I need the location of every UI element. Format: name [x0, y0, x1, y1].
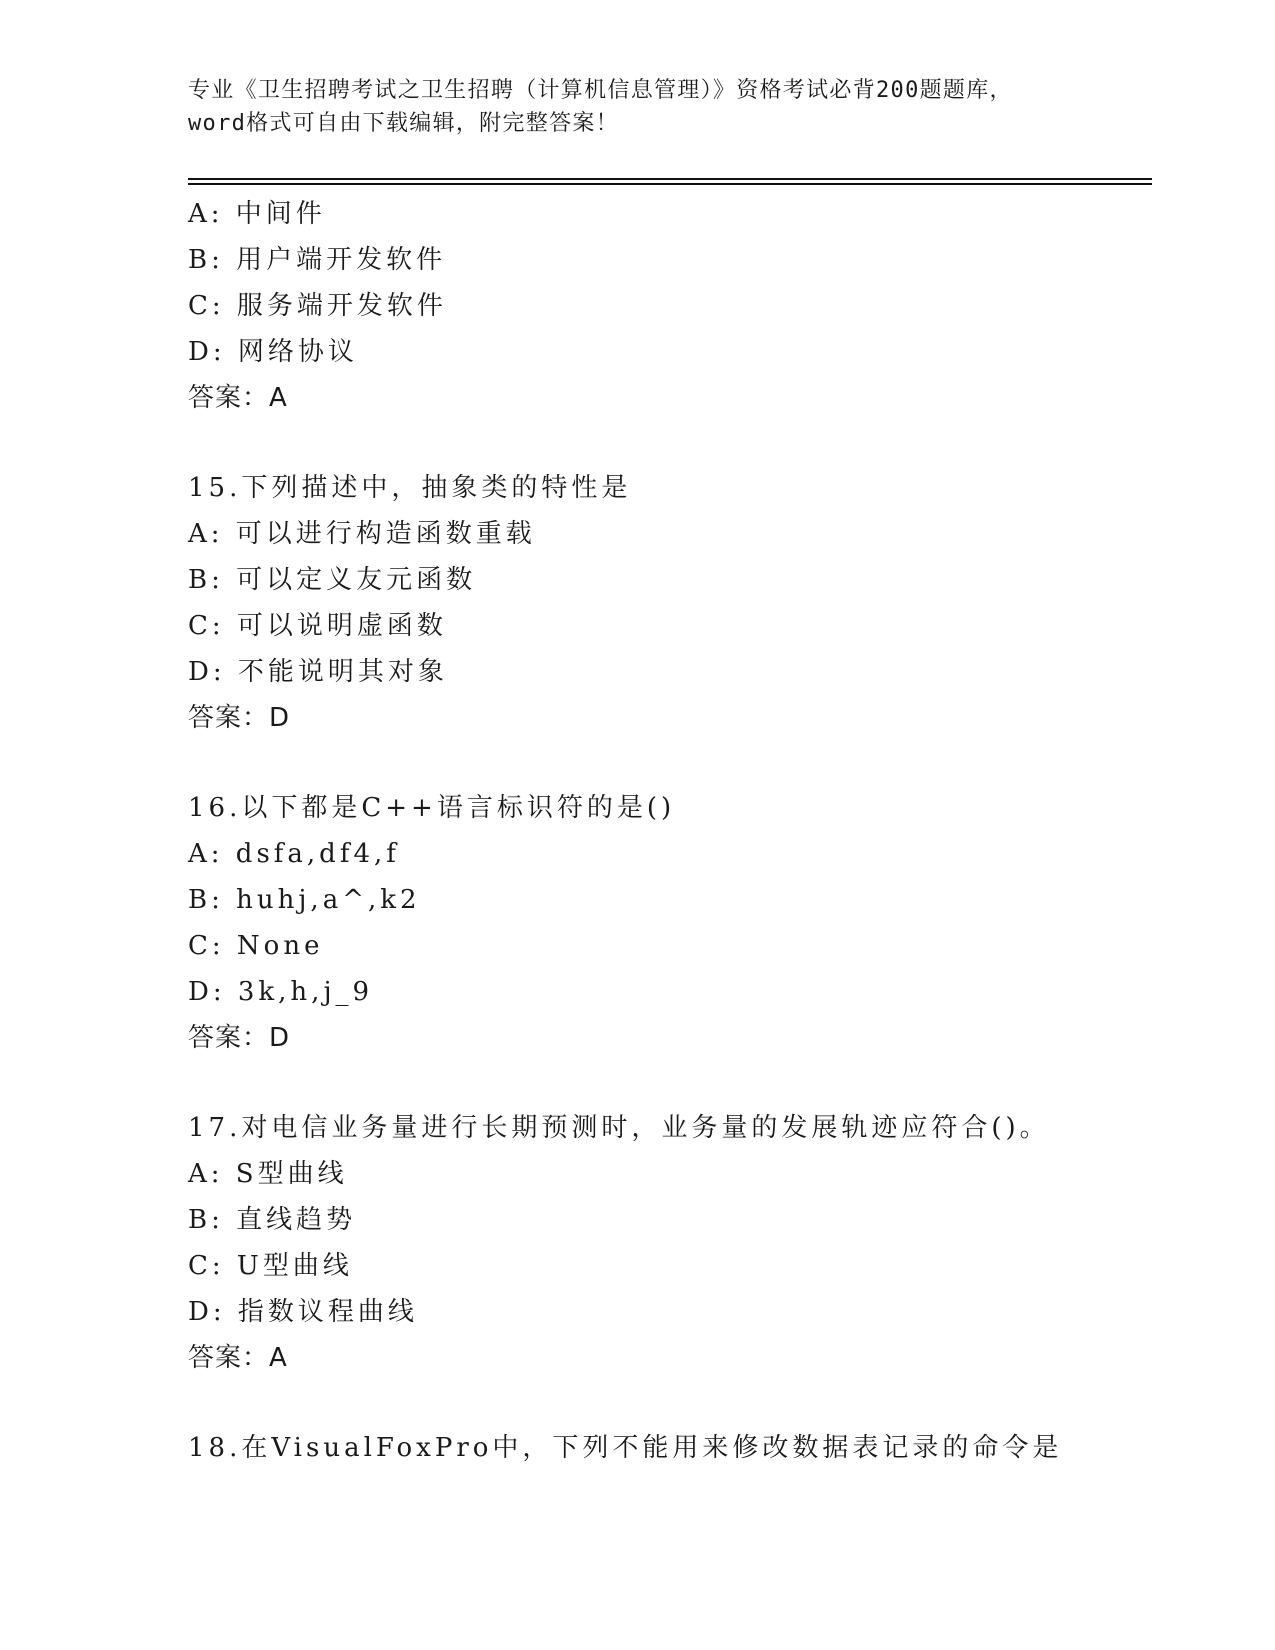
- document-header: [188, 74, 1108, 140]
- question-gap: [188, 741, 1148, 785]
- header-line-1: 专业《卫生招聘考试之卫生招聘（计算机信息管理）》资格考试必背200题题库，: [188, 78, 1013, 103]
- question-17-option-c: C: U型曲线: [188, 1251, 353, 1281]
- question-16-option-b: B: huhj,a^,k2: [188, 885, 421, 915]
- question-block-17: [188, 1105, 1148, 1381]
- question-16-option-d: D: 3k,h,j_9: [188, 977, 374, 1007]
- question-15-option-a: A: 可以进行构造函数重载: [188, 519, 536, 549]
- question-14-option-a: A: 中间件: [188, 199, 326, 229]
- question-16-option-a: A: dsfa,df4,f: [188, 839, 400, 869]
- question-17-answer: 答案：A: [188, 1343, 288, 1373]
- question-15-option-c: C: 可以说明虚函数: [188, 611, 447, 641]
- question-17-option-b: B: 直线趋势: [188, 1205, 357, 1235]
- header-divider-top: [188, 178, 1152, 180]
- question-block-14: [188, 191, 1148, 421]
- header-divider-bottom: [188, 183, 1152, 185]
- question-17-option-a: A: S型曲线: [188, 1159, 348, 1189]
- question-gap: [188, 421, 1148, 465]
- question-16-text: 16.以下都是C++语言标识符的是(): [188, 793, 676, 823]
- question-16-option-c: C: None: [188, 931, 324, 961]
- question-list: [188, 191, 1148, 1471]
- question-15-option-b: B: 可以定义友元函数: [188, 565, 477, 595]
- question-15-answer: 答案：D: [188, 703, 291, 733]
- question-15-option-d: D: 不能说明其对象: [188, 657, 448, 687]
- question-block-16: [188, 785, 1148, 1061]
- header-line-2: word格式可自由下载编辑，附完整答案！: [188, 111, 619, 136]
- question-16-answer: 答案：D: [188, 1023, 291, 1053]
- question-17-text: 17.对电信业务量进行长期预测时，业务量的发展轨迹应符合()。: [188, 1113, 1050, 1143]
- question-gap: [188, 1061, 1148, 1105]
- question-14-option-c: C: 服务端开发软件: [188, 291, 447, 321]
- question-block-18: [188, 1425, 1148, 1471]
- question-14-answer: 答案：A: [188, 383, 288, 413]
- question-14-option-d: D: 网络协议: [188, 337, 358, 367]
- question-14-option-b: B: 用户端开发软件: [188, 245, 447, 275]
- question-15-text: 15.下列描述中，抽象类的特性是: [188, 473, 632, 503]
- question-18-text: 18.在VisualFoxPro中，下列不能用来修改数据表记录的命令是: [188, 1433, 1063, 1463]
- question-gap: [188, 1381, 1148, 1425]
- question-17-option-d: D: 指数议程曲线: [188, 1297, 418, 1327]
- question-block-15: [188, 465, 1148, 741]
